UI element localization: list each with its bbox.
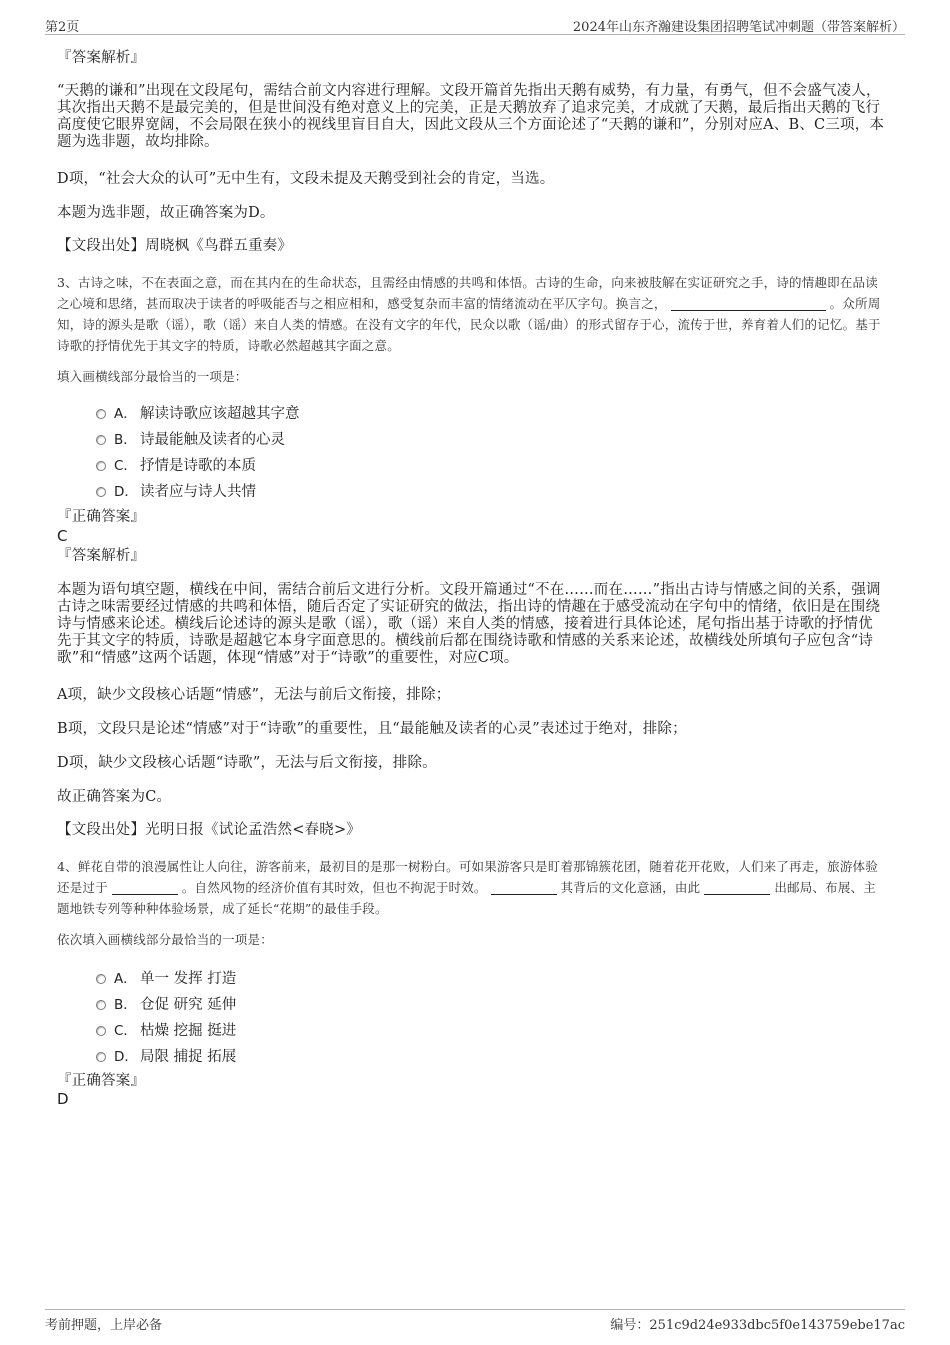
q4-option-d[interactable]: D． 局限 捕捉 拓展 <box>96 1045 236 1065</box>
radio-button[interactable] <box>96 409 106 419</box>
radio-button[interactable] <box>96 1026 106 1036</box>
q4-prompt: 依次填入画横线部分最恰当的一项是： <box>57 932 273 947</box>
q3-option-c[interactable]: C． 抒情是诗歌的本质 <box>96 454 256 474</box>
answer-blank <box>671 296 826 311</box>
q3-stem <box>57 272 887 356</box>
radio-button[interactable] <box>96 974 106 984</box>
q4-stem-part3: 其背后的文化意涵，由此 <box>560 880 701 895</box>
q3-prompt: 填入画横线部分最恰当的一项是： <box>57 369 248 384</box>
answer-blank <box>704 880 770 895</box>
q3-note-b: B项，文段只是论述“情感”对于“诗歌”的重要性，且“最能触及读者的心灵”表述过于绝对，排除； <box>57 721 687 737</box>
correct-answer-label: 『正确答案』 <box>57 509 146 525</box>
page-header <box>45 14 905 35</box>
radio-button[interactable] <box>96 487 106 497</box>
answer-blank <box>491 880 557 895</box>
answer-blank <box>112 880 178 895</box>
q3-option-d[interactable]: D． 读者应与诗人共情 <box>96 480 256 500</box>
page-number: 第2页 <box>45 20 80 35</box>
q2-source: 【文段出处】周晓枫《鸟群五重奏》 <box>57 238 293 254</box>
footer-slogan: 考前押题，上岸必备 <box>45 1318 163 1333</box>
q4-option-a[interactable]: A． 单一 发挥 打造 <box>96 967 236 987</box>
analysis-label: 『答案解析』 <box>57 548 146 564</box>
document-code: 编号：251c9d24e933dbc5f0e143759ebe17ac <box>610 1318 905 1333</box>
q4-option-c[interactable]: C． 枯燥 挖掘 挺进 <box>96 1019 236 1039</box>
analysis-label: 『答案解析』 <box>57 50 146 66</box>
q3-note-d: D项，缺少文段核心话题“诗歌”，无法与后文衔接，排除。 <box>57 755 437 771</box>
q4-option-b[interactable]: B． 仓促 研究 延伸 <box>96 993 236 1013</box>
q2-d-note: D项，“社会大众的认可”无中生有，文段未提及天鹅受到社会的肯定，当选。 <box>57 171 555 187</box>
q3-source: 【文段出处】光明日报《试论孟浩然<春晓>》 <box>57 822 361 838</box>
q3-note-a: A项，缺少文段核心话题“情感”，无法与前后文衔接，排除； <box>57 687 451 703</box>
radio-button[interactable] <box>96 461 106 471</box>
q3-stem-part1: 3、古诗之味，不在表面之意，而在其内在的生命状态，且需经由情感的共鸣和体悟。古诗的生命，向来被肢解在实证研究之手，诗的情趣即在品读之心境和思绪，甚而取决于读者的呼吸能否与之相应相和，感受复杂而丰富的情绪流动在平仄字句。换言之， <box>57 275 878 311</box>
q4-correct-answer: D <box>57 1090 69 1108</box>
q3-analysis: 本题为语句填空题，横线在中间，需结合前后文进行分析。文段开篇通过“不在……而在……”指出古诗与情感之间的关系，强调古诗之味需要经过情感的共鸣和体悟，随后否定了实证研究的做法，指出诗的情趣在于感受流动在字句中的情绪，依旧是在围绕诗与情感来论述。横线后论述诗的源头是歌（谣），歌（谣）来自人类的情感，接着进行具体论述，尾句指出基于诗歌的抒情优先于其文字的特质，诗歌是超越它本身字面意思的。横线前后都在围绕诗歌和情感的关系来论述，故横线处所填句子应包含“诗歌”和“情感”这两个话题，体现“情感”对于“诗歌”的重要性，对应C项。 <box>57 582 881 666</box>
q3-correct-answer: C <box>57 527 68 545</box>
q4-stem-part2: 。自然风物的经济价值有其时效，但也不拘泥于时效。 <box>181 880 487 895</box>
q2-analysis: “天鹅的谦和”出现在文段尾句，需结合前文内容进行理解。文段开篇首先指出天鹅有威势，有力量，有勇气，但不会盛气凌人，其次指出天鹅不是最完美的，但是世间没有绝对意义上的完美，正是天鹅放弃了追求完美，才成就了天鹅，最后指出天鹅的飞行高度使它眼界宽阔，不会局限在狭小的视线里盲目自大，因此文段从三个方面论述了“天鹅的谦和”，分别对应A、B、C三项，本题为选非题，故均排除。 <box>57 83 885 150</box>
q4-stem-part1: 4、鲜花自带的浪漫属性让人向往，游客前来，最初目的是那一树粉白。可如果游客只是盯着那锦簇花团，随着花开花败，人们来了再走，旅游体验还是过于 <box>57 859 878 895</box>
q4-stem-part4: 出邮局、布展、主题地铁专列等种种体验场景，成了延长“花期”的最佳手段。 <box>57 880 876 916</box>
q4-stem <box>57 856 887 919</box>
page-footer <box>45 1309 905 1334</box>
radio-button[interactable] <box>96 435 106 445</box>
correct-answer-label: 『正确答案』 <box>57 1073 146 1089</box>
q2-conclusion: 本题为选非题，故正确答案为D。 <box>57 205 275 221</box>
q3-conclusion: 故正确答案为C。 <box>57 789 172 805</box>
radio-button[interactable] <box>96 1000 106 1010</box>
q3-option-b[interactable]: B． 诗最能触及读者的心灵 <box>96 428 285 448</box>
q3-option-a[interactable]: A． 解读诗歌应该超越其字意 <box>96 402 300 422</box>
radio-button[interactable] <box>96 1052 106 1062</box>
q3-stem-part2: 。众所周知，诗的源头是歌（谣），歌（谣）来自人类的情感。在没有文字的年代，民众以歌（谣/曲）的形式留存于心，流传于世，养育着人们的记忆。基于诗歌的抒情优先于其文字的特质，诗歌必然超越其字面之意。 <box>57 296 881 353</box>
document-title: 2024年山东齐瀚建设集团招聘笔试冲刺题（带答案解析） <box>572 20 905 35</box>
